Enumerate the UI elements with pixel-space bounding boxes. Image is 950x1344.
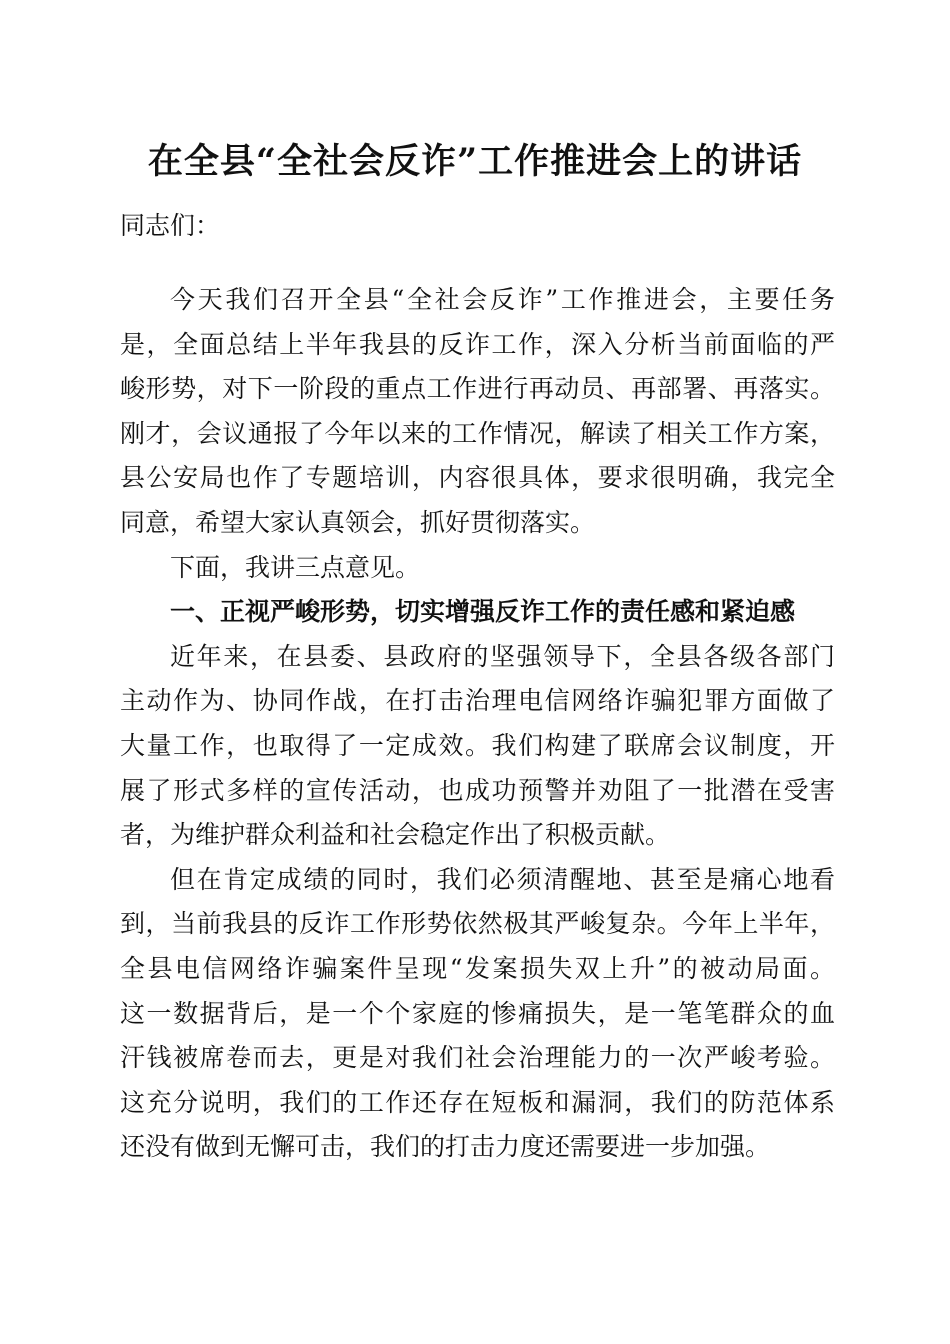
- text-line: 刚才，会议通报了今年以来的工作情况，解读了相关工作方案，: [120, 418, 835, 448]
- paragraph: [120, 546, 835, 591]
- text-line: 汗钱被席卷而去，更是对我们社会治理能力的一次严峻考验。: [120, 1043, 835, 1073]
- section-heading: [120, 590, 835, 635]
- text-line: 主动作为、协同作战，在打击治理电信网络诈骗犯罪方面做了: [120, 686, 835, 716]
- text-line: 这一数据背后，是一个个家庭的惨痛损失，是一笔笔群众的血: [120, 998, 835, 1028]
- text-line: 这充分说明，我们的工作还存在短板和漏洞，我们的防范体系: [120, 1087, 835, 1117]
- text-line: 展了形式多样的宣传活动，也成功预警并劝阻了一批潜在受害: [120, 775, 835, 805]
- text-line: 还没有做到无懈可击，我们的打击力度还需要进一步加强。: [120, 1132, 771, 1162]
- text-line: 下面，我讲三点意见。: [170, 552, 421, 582]
- text-line: 大量工作，也取得了一定成效。我们构建了联席会议制度，开: [120, 730, 835, 760]
- text-line: 今天我们召开全县“全社会反诈”工作推进会，主要任务: [170, 285, 835, 314]
- text-line: 全县电信网络诈骗案件呈现“发案损失双上升”的被动局面。: [120, 953, 835, 983]
- text-line: 者，为维护群众利益和社会稳定作出了积极贡献。: [120, 820, 671, 850]
- text-line: 到，当前我县的反诈工作形势依然极其严峻复杂。今年上半年，: [120, 909, 835, 939]
- text-line: 同意，希望大家认真领会，抓好贯彻落实。: [120, 507, 596, 537]
- document-body: [120, 206, 835, 1170]
- text-line: 县公安局也作了专题培训，内容很具体，要求很明确，我完全: [120, 463, 835, 493]
- paragraph: [120, 858, 835, 1170]
- document-title: 在全县“全社会反诈”工作推进会上的讲话: [147, 141, 803, 182]
- text-line: 但在肯定成绩的同时，我们必须清醒地、甚至是痛心地看: [170, 864, 835, 894]
- text-line: 峻形势，对下一阶段的重点工作进行再动员、再部署、再落实。: [120, 374, 835, 404]
- paragraphs: [120, 278, 835, 1170]
- text-line: 是，全面总结上半年我县的反诈工作，深入分析当前面临的严: [120, 329, 835, 359]
- greeting: 同志们：: [120, 211, 221, 240]
- text-line: 一、正视严峻形势，切实增强反诈工作的责任感和紧迫感: [170, 597, 796, 627]
- paragraph: [120, 278, 835, 546]
- paragraph: [120, 635, 835, 858]
- text-line: 近年来，在县委、县政府的坚强领导下，全县各级各部门: [170, 641, 835, 671]
